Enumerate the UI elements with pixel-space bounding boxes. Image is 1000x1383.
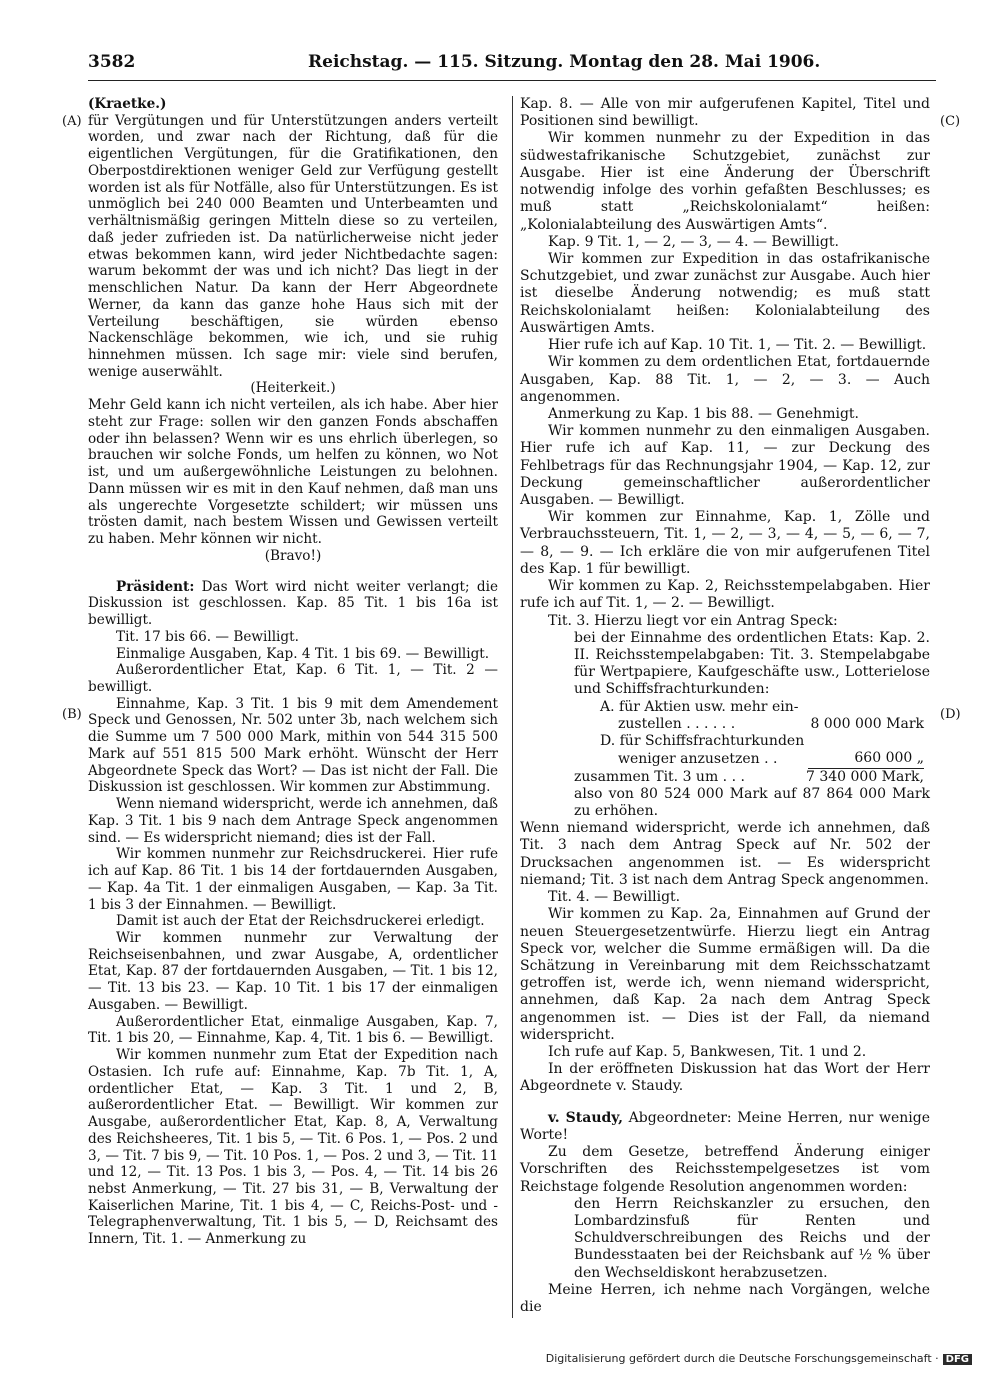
paragraph: Wir kommen nunmehr zu der Expedition in das südwestafrikanische Schutzgebiet, zunächst zur Ausgabe. Hier ist eine Änderung der Überschrift notwendig infolge des vorhin gefaßten Beschlusses; es muß statt „Reichskolonialamt“ heißen: „Kolonialabteilung des Auswärtigen Amts“. xyxy=(520,130,930,233)
paragraph: für Vergütungen und für Unterstützungen anders verteilt worden, und zwar nach der Richtung, daß für die eigentlichen Vergütungen, für die Gratifikationen, den Oberpostdirektionen weniger Geld zur Verfügung gestellt worden ist als für Notfälle, also für Unterstützungen. Es ist unmöglich bei 240 000 Beamten und Unterbeamten und verhältnismäßig geringen Mitteln diese so zu verteilen, daß jeder zufrieden ist. Da natürlicherweise nicht jeder etwas bekommen kann, wird jeder Nichtbedachte sagen: warum bekommt der was und ich nicht? Das liegt in der menschlichen Natur. Da kann der Herr Abgeordnete Werner, da kann das ganze hohe Haus sich mit der Verteilung beschäftigen, sie würden ebenso Nackenschläge bekommen, wie ich, und sie ruhig hinnehmen müssen. Ich sage mir: viele sind berufen, wenige auserwählt. xyxy=(88,112,498,380)
sum-table xyxy=(574,769,924,786)
column-divider xyxy=(512,96,513,1318)
paragraph: Damit ist auch der Etat der Reichsdruckerei erledigt. xyxy=(116,913,485,930)
margin-marker-a: (A) xyxy=(62,114,82,129)
resolution-text: den Herrn Reichskanzler zu ersuchen, den Lombardzinsfuß für Renten und Schuldverschreibungen des Reichs und der Bundesstaaten bei der Reichsbank auf ½ % über den Wechseldiskont herabzusetzen. xyxy=(574,1195,930,1281)
header-rule xyxy=(88,80,936,81)
table-row xyxy=(600,750,924,768)
page-title: Reichstag. — 115. Sitzung. Montag den 28. Mai 1906. xyxy=(308,52,821,72)
paragraph: Wenn niemand widerspricht, werde ich annehmen, daß Tit. 3 nach dem Antrag Speck auf Nr. 502 der Drucksachen angenommen ist. — Es widerspricht niemand; Tit. 3 ist nach dem Antrag Speck angenommen. xyxy=(520,820,930,888)
paragraph: Wir kommen zu Kap. 2, Reichsstempelabgaben. Hier rufe ich auf Tit. 1, — 2. — Bewilligt. xyxy=(520,578,930,612)
margin-marker-d: (D) xyxy=(940,707,961,722)
table-cell: weniger anzusetzen . . xyxy=(618,750,778,767)
paragraph: Wir kommen nunmehr zur Reichsdruckerei. Hier rufe ich auf Kap. 86 Tit. 1 bis 14 der fortdauernden Ausgaben, — Kap. 4a Tit. 1 der einmaligen Ausgaben, — Kap. 3a Tit. 1 bis 3 der Einnahmen. — Bewilligt. xyxy=(88,846,498,913)
paragraph: Hier rufe ich auf Kap. 10 Tit. 1, — Tit. 2. — Bewilligt. xyxy=(548,337,927,354)
paragraph: Wir kommen nunmehr zum Etat der Expedition nach Ostasien. Ich rufe auf: Einnahme, Kap. 7b Tit. 1, A, ordentlicher Etat, — Kap. 3 Tit. 1 und 2, B, außerordentlicher Etat. — Bewilligt. Wir kommen zur Ausgabe, außerordentlicher Etat, Kap. 8, A, Verwaltung des Reichsheeres, Tit. 1 bis 5, — Tit. 6 Pos. 1, — Pos. 2 und 3, — Tit. 7 bis 9, — Tit. 10 Pos. 1, — Pos. 2 und 3, — Tit. 11 und 12, — Tit. 13 Pos. 1 bis 3, — Pos. 4, — Tit. 14 bis 26 nebst Anmerkung, — Tit. 27 bis 31, — B, Verwaltung der Kaiserlichen Marine, Tit. 1 bis 4, — C, Reichs-Post- und -Telegraphenverwaltung, Tit. 1 bis 5, — D, Reichsamt des Innern, Tit. 1. — Anmerkung zu xyxy=(88,1047,498,1248)
speech-paragraph: v. Staudy, Abgeordneter: Meine Herren, nur wenige Worte! xyxy=(520,1109,931,1143)
paragraph: Kap. 8. — Alle von mir aufgerufenen Kapitel, Titel und Positionen sind bewilligt. xyxy=(520,96,930,130)
paragraph: Einnahme, Kap. 3 Tit. 1 bis 9 mit dem Amendement Speck und Genossen, Nr. 502 unter 3b, nach welchem sich die Summe um 7 500 000 Mark, mithin von 544 315 500 Mark auf 551 815 500 Mark erhöht. Wünscht der Herr Abgeordnete Speck das Wort? — Das ist nicht der Fall. Die Diskussion ist geschlossen. Wir kommen zur Abstimmung. xyxy=(88,695,498,796)
table-row xyxy=(600,716,924,733)
paragraph: Tit. 17 bis 66. — Bewilligt. xyxy=(116,628,299,645)
paragraph: Ich rufe auf Kap. 5, Bankwesen, Tit. 1 und 2. xyxy=(548,1044,867,1061)
table-cell-amount: 660 000 „ xyxy=(808,750,924,768)
footer-text: Digitalisierung gefördert durch die Deutsche Forschungsgemeinschaft · xyxy=(545,1352,939,1365)
speaker-tag: (Kraetke.) xyxy=(88,96,167,112)
interjection: (Heiterkeit.) xyxy=(250,380,336,397)
table-cell-amount: 7 340 000 Mark, xyxy=(805,768,924,785)
paragraph: Kap. 9 Tit. 1, — 2, — 3, — 4. — Bewilligt. xyxy=(548,233,839,250)
paragraph: Wir kommen zur Expedition in das ostafrikanische Schutzgebiet, und zwar zunächst zur Ausgabe. Auch hier ist dieselbe Änderung notwendig; es muß statt Reichskolonialamt heißen: Kolonialabteilung des Auswärtigen Amts. xyxy=(520,250,930,336)
table-row xyxy=(600,699,924,716)
table-cell: zustellen . . . . . . xyxy=(618,715,736,732)
paragraph: Außerordentlicher Etat, einmalige Ausgaben, Kap. 7, Tit. 1 bis 20, — Einnahme, Kap. 4, Tit. 1 bis 6. — Bewilligt. xyxy=(88,1013,498,1047)
paragraph: Außerordentlicher Etat, Kap. 6 Tit. 1, — Tit. 2 — bewilligt. xyxy=(88,662,498,695)
sum-wrap xyxy=(520,769,930,786)
page-number: 3582 xyxy=(88,52,136,72)
speech-paragraph: Präsident: Das Wort wird nicht weiter verlangt; die Diskussion ist geschlossen. Kap. 85 Tit. 1 bis 16a ist bewilligt. xyxy=(88,578,498,629)
paragraph: Meine Herren, ich nehme nach Vorgängen, welche die xyxy=(520,1281,930,1316)
table-cell: A. für Aktien usw. mehr ein- xyxy=(600,698,799,715)
paragraph: Tit. 3. Hierzu liegt vor ein Antrag Speck: xyxy=(548,612,838,629)
left-column xyxy=(88,96,498,1248)
margin-marker-b: (B) xyxy=(62,707,82,722)
paragraph: Wir kommen nunmehr zu den einmaligen Ausgaben. Hier rufe ich auf Kap. 11, — zur Deckung des Fehlbetrags für das Rechnungsjahr 1904, — Kap. 12, zur Deckung gemeinschaftlicher außerordentlicher Ausgaben. — Bewilligt. xyxy=(520,423,930,509)
antrag-table xyxy=(600,699,924,769)
table-row xyxy=(574,769,924,786)
antrag-text: bei der Einnahme des ordentlichen Etats: Kap. 2. II. Reichsstempelabgaben: Tit. 3. Stempelabgabe für Wertpapiere, Kaufgeschäfte usw., Lotterielose und Schiffsfrachturkunden: xyxy=(574,629,930,698)
page-header xyxy=(88,52,936,76)
paragraph: Wir kommen zu Kap. 2a, Einnahmen auf Grund der neuen Steuergesetzentwürfe. Hierzu liegt ein Antrag Speck vor, welcher die Summe ermäßigen will. Da die Schätzung in Vereinbarung mit dem Reichsschatzamt getroffen ist, werde ich, wenn niemand widerspricht, annehmen, daß Kap. 2a nach dem Antrag Speck angenommen ist. — Dies ist der Fall, da niemand widerspricht. xyxy=(520,906,930,1043)
table-cell: zusammen Tit. 3 um . . . xyxy=(574,768,745,785)
paragraph: In der eröffneten Diskussion hat das Wort der Herr Abgeordnete v. Staudy. xyxy=(520,1061,930,1095)
margin-marker-c: (C) xyxy=(940,114,961,129)
paragraph: Wir kommen nunmehr zur Verwaltung der Reichseisenbahnen, und zwar Ausgabe, A, ordentlicher Etat, Kap. 87 der fortdauernden Ausgaben, — Tit. 1 bis 12, — Tit. 13 bis 23. — Kap. 10 Tit. 1 bis 17 der einmaligen Ausgaben. — Bewilligt. xyxy=(88,929,498,1013)
right-column xyxy=(520,96,930,1316)
footer-credit xyxy=(546,1352,972,1365)
paragraph: Tit. 4. — Bewilligt. xyxy=(548,889,681,906)
paragraph: Einmalige Ausgaben, Kap. 4 Tit. 1 bis 69. — Bewilligt. xyxy=(116,645,490,662)
speaker-name: Präsident: xyxy=(116,578,195,595)
antrag-text: also von 80 524 000 Mark auf 87 864 000 Mark zu erhöhen. xyxy=(574,785,930,819)
table-cell-amount: 8 000 000 Mark xyxy=(810,715,924,732)
dfg-logo: DFG xyxy=(943,1354,972,1365)
paragraph: Mehr Geld kann ich nicht verteilen, als ich habe. Aber hier steht zur Frage: sollen wir den ganzen Fonds abschaffen oder ihn belassen? Wenn wir es uns ehrlich überlegen, so brauchen wir solche Fonds, um helfen zu können, wo Not ist, und um außergewöhnliche Leistungen zu belohnen. Dann müssen wir es mit in den Kauf nehmen, daß man uns als ungerechte Vorgesetzte schildert; wir müssen uns trösten damit, nach bestem Wissen und Gewissen verteilt zu haben. Mehr können wir nicht. xyxy=(88,397,498,548)
paragraph: Wenn niemand widerspricht, werde ich annehmen, daß Kap. 3 Tit. 1 bis 9 nach dem Antrage Speck angenommen sind. — Es widerspricht niemand; dies ist der Fall. xyxy=(88,796,498,846)
paragraph: Wir kommen zu dem ordentlichen Etat, fortdauernde Ausgaben, Kap. 88 Tit. 1, — 2, — 3. — Auch angenommen. xyxy=(520,354,930,405)
table-cell: D. für Schiffsfrachturkunden xyxy=(600,733,805,750)
interjection: (Bravo!) xyxy=(264,547,322,564)
paragraph: Zu dem Gesetze, betreffend Änderung einiger Vorschriften des Reichsstempelgesetzes ist vom Reichstage folgende Resolution angenommen worden: xyxy=(520,1144,930,1195)
table-row xyxy=(600,733,924,750)
paragraph: Anmerkung zu Kap. 1 bis 88. — Genehmigt. xyxy=(548,405,859,422)
speaker-name: v. Staudy, xyxy=(548,1109,623,1126)
paragraph: Wir kommen zur Einnahme, Kap. 1, Zölle und Verbrauchssteuern, Tit. 1, — 2, — 3, — 4, — 5, — 6, — 7, — 8, — 9. — Ich erkläre die von mir aufgerufenen Titel des Kap. 1 für bewilligt. xyxy=(520,509,930,577)
antrag-table-wrap xyxy=(520,699,930,769)
